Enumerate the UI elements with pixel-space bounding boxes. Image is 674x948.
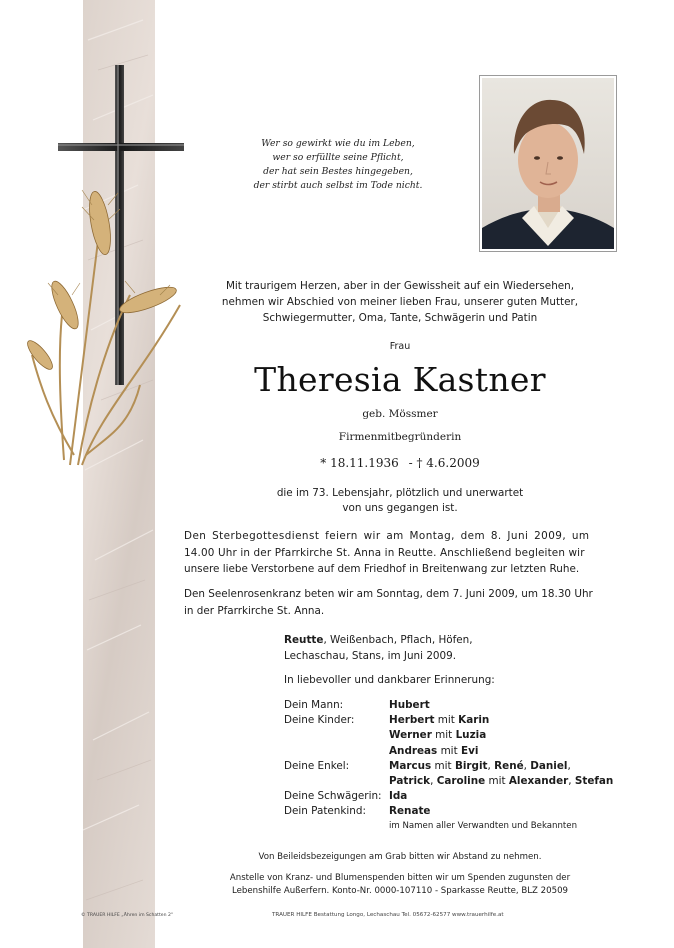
wheat-icon: [32, 225, 180, 465]
remembrance-line: In liebevoller und dankbarer Erinnerung:: [284, 674, 495, 686]
separator: ,: [567, 759, 571, 772]
cross-icon: [58, 65, 184, 385]
condolence-note: Von Beileidsbezeigungen am Grab bitten wir Abstand zu nehmen.: [258, 852, 542, 862]
family-member: René: [494, 759, 524, 772]
place-main: Reutte: [284, 634, 324, 646]
connector-word: mit: [440, 744, 458, 757]
relation-label: Deine Schwägerin:: [284, 790, 382, 803]
place-line2: Lechaschau, Stans, im Juni 2009.: [284, 650, 457, 662]
paragraph-line: in der Pfarrkirche St. Anna.: [184, 604, 325, 617]
role-title: Firmenmitbegründerin: [338, 431, 462, 443]
separator: ,: [487, 759, 491, 772]
deceased-name: Theresia Kastner: [254, 360, 546, 399]
paragraph-line: Den Sterbegottesdienst feiern wir am Montag, dem 8. Juni 2009, um: [184, 530, 590, 542]
donation-line: Lebenshilfe Außerfern. Konto-Nr. 0000-107110 - Sparkasse Reutte, BLZ 20509: [231, 886, 569, 896]
donation-line: Anstelle von Kranz- und Blumenspenden bitten wir um Spenden zugunsten der: [229, 873, 571, 883]
life-dates: [180, 456, 620, 470]
verse-line: wer so erfüllte seine Pflicht,: [272, 152, 404, 163]
death-notice: [180, 486, 620, 516]
separator: ,: [568, 774, 572, 787]
cross-with-wheat-icon: [20, 55, 210, 485]
family-member: Luzia: [455, 729, 487, 742]
relation-label: Deine Enkel:: [284, 759, 350, 772]
family-member: Andreas: [389, 744, 438, 757]
donation-note: [180, 872, 620, 898]
family-member: Hubert: [389, 699, 430, 711]
family-member: Daniel: [530, 759, 568, 772]
relation-label: Dein Mann:: [284, 699, 344, 711]
connector-word: mit: [437, 714, 455, 727]
portrait-photo: [482, 78, 614, 249]
death-notice-line: von uns gegangen ist.: [342, 502, 458, 514]
relation-label: Dein Patenkind:: [284, 805, 366, 818]
verse-line: der stirbt auch selbst im Tode nicht.: [253, 180, 423, 191]
verse-line: Wer so gewirkt wie du im Leben,: [261, 138, 415, 149]
separator: ,: [430, 774, 434, 787]
family-member: Evi: [460, 744, 479, 757]
family-member: Ida: [389, 790, 408, 803]
verse-line: der hat sein Bestes hingegeben,: [263, 166, 413, 177]
undertaker-credit: TRAUER HILFE Bestattung Longo, Lechaschau Tel. 05672-62577 www.trauerhilfe.at: [272, 912, 504, 918]
family-member: Caroline: [436, 774, 486, 787]
memorial-verse: [228, 137, 448, 193]
connector-word: mit: [435, 729, 453, 742]
intro-line: nehmen wir Abschied von meiner lieben Frau, unserer guten Mutter,: [221, 296, 579, 308]
family-member: Stefan: [574, 774, 614, 787]
relatives-note: im Namen aller Verwandten und Bekannten: [389, 820, 578, 831]
birth-date: * 18.11.1936: [320, 456, 399, 470]
portrait-frame: [479, 75, 617, 252]
rosary-paragraph: [184, 586, 618, 619]
family-member: Alexander: [508, 774, 569, 787]
death-notice-line: die im 73. Lebensjahr, plötzlich und unerwartet: [276, 487, 524, 499]
funeral-paragraph: [184, 528, 618, 578]
intro-line: Mit traurigem Herzen, aber in der Gewissheit auf ein Wiedersehen,: [225, 280, 575, 292]
paragraph-line: unsere liebe Verstorbene auf dem Friedhof in Breitenwang zur letzten Ruhe.: [184, 563, 580, 575]
family-member: Karin: [458, 714, 490, 727]
design-credit: © TRAUER HILFE „Ähren im Schatten 2“: [81, 913, 174, 918]
family-member: Werner: [389, 729, 432, 742]
paragraph-line: Den Seelenrosenkranz beten wir am Sonntag, dem 7. Juni 2009, um 18.30 Uhr: [184, 588, 593, 600]
separator: ,: [523, 759, 527, 772]
place-and-date: [284, 632, 473, 664]
family-member: Birgit: [454, 759, 488, 772]
connector-word: mit: [488, 774, 506, 787]
intro-text: [180, 278, 620, 326]
salutation: Frau: [389, 341, 411, 352]
intro-line: Schwiegermutter, Oma, Tante, Schwägerin und Patin: [262, 312, 538, 324]
family-member: Patrick: [389, 774, 431, 787]
paragraph-line: 14.00 Uhr in der Pfarrkirche St. Anna in Reutte. Anschließend begleiten wir: [184, 546, 585, 559]
connector-word: mit: [434, 759, 452, 772]
family-member: Herbert: [389, 714, 435, 727]
family-member: Renate: [389, 805, 431, 818]
family-member: Marcus: [389, 759, 432, 772]
death-date: - † 4.6.2009: [408, 456, 480, 470]
relation-label: Deine Kinder:: [284, 714, 355, 727]
birth-name: geb. Mössmer: [362, 408, 438, 420]
place-rest: , Weißenbach, Pflach, Höfen,: [323, 634, 473, 646]
